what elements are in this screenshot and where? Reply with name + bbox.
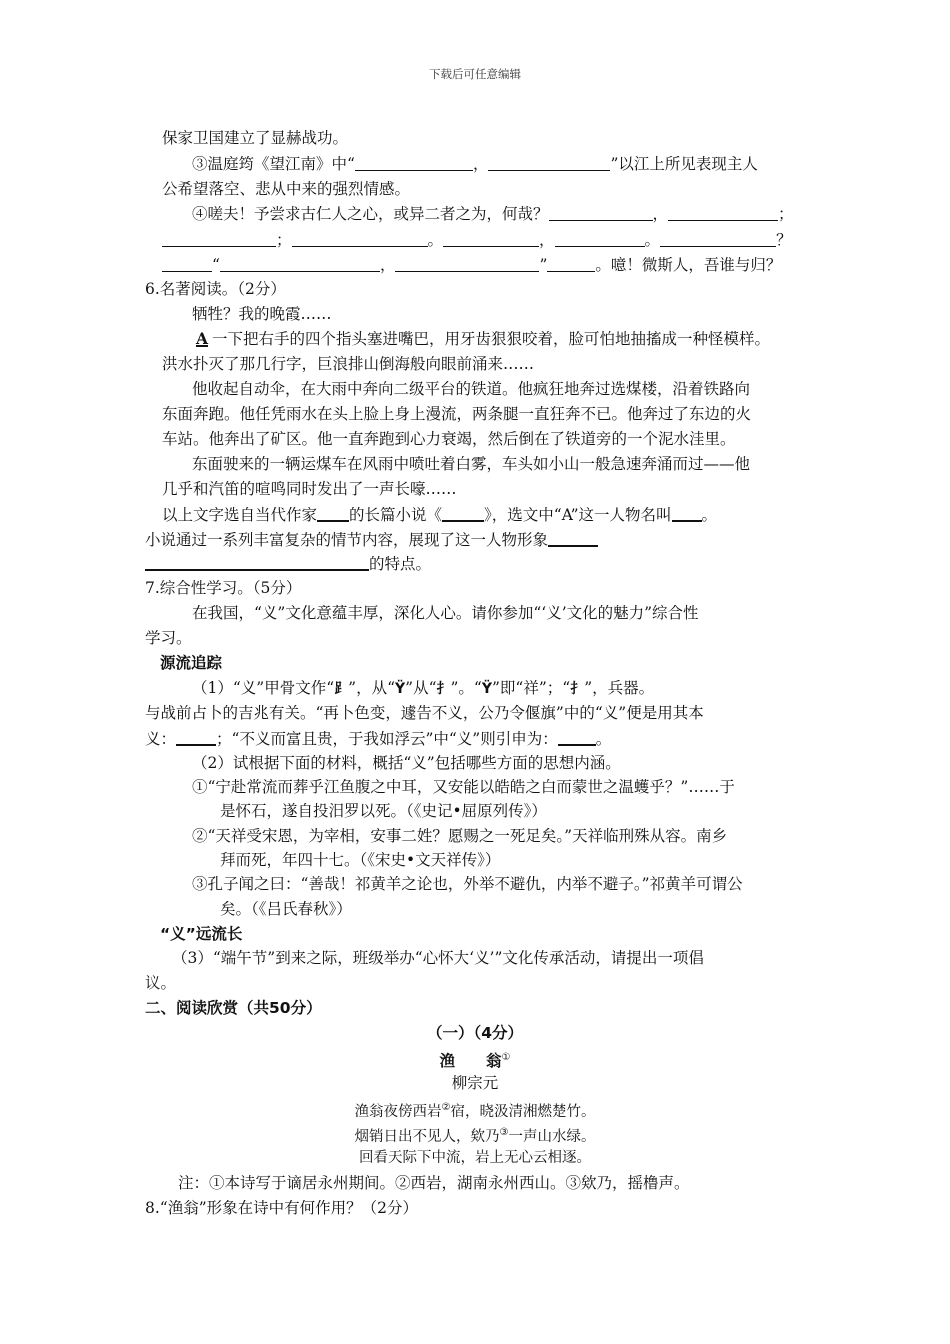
answer-blank[interactable]	[548, 529, 598, 547]
oracle-wo-glyph-icon: 扌	[436, 681, 451, 697]
section-heading: “义”远流长	[160, 925, 243, 943]
q6-question-1: 以上文字选自当代作家 的长篇小说《 》，选文中“A”这一人物名叫 。	[162, 506, 718, 524]
answer-blank[interactable]	[660, 230, 776, 247]
q7-sub-1: （1）“义”甲骨文作“⻊”，从“Ÿ”从“扌”。“Ÿ”即“祥”；“扌”，兵器。	[192, 679, 655, 697]
q7-sub-3: （3）“端午节”到来之际，班级举办“心怀大‘义’”文化传承活动，请提出一项倡	[172, 949, 704, 967]
poem-line: 回看天际下中流，岩上无心云相逐。	[359, 1150, 591, 1166]
q7-sub-3: 议。	[145, 974, 177, 992]
answer-blank[interactable]	[549, 204, 653, 221]
poem-author: 柳宗元	[451, 1074, 499, 1092]
answer-blank[interactable]	[442, 504, 484, 522]
q5-line-4: ④嗟夫！予尝求古仁人之心，或异二者之为，何哉？ ， ；	[192, 205, 794, 223]
q6-passage-line: 车站。他奔出了矿区。他一直奔跑到心力衰竭，然后倒在了铁道旁的一个泥水洼里。	[162, 430, 736, 448]
answer-blank[interactable]	[145, 553, 369, 571]
q5-line-3: 公希望落空、悲从中来的强烈情感。	[162, 180, 411, 198]
answer-blank[interactable]	[558, 728, 596, 746]
q7-sub-2: （2）试根据下面的材料，概括“义”包括哪些方面的思想内涵。	[192, 754, 621, 772]
answer-blank[interactable]	[547, 255, 595, 272]
q7-material: 是怀石，遂自投汨罗以死。（《史记•屈原列传》）	[220, 802, 547, 820]
poem-line: 渔翁夜傍西岩②宿，晓汲清湘燃楚竹。	[354, 1102, 596, 1120]
answer-blank[interactable]	[668, 204, 778, 221]
q7-material: ②“天祥受宋恩，为宰相，安事二姓？愿赐之一死足矣。”天祥临刑殊从容。南乡	[192, 827, 728, 845]
answer-blank[interactable]	[176, 728, 216, 746]
answer-blank[interactable]	[292, 230, 428, 247]
answer-blank[interactable]	[220, 255, 380, 272]
q6-question-3: 的特点。	[145, 553, 431, 574]
answer-blank[interactable]	[162, 230, 276, 247]
q5-line-6: “ ， ” 。噫！微斯人，吾谁与归？	[162, 255, 781, 275]
q7-title: 7.综合性学习。（5分）	[145, 579, 302, 597]
oracle-yi-glyph-icon: ⻊	[334, 681, 349, 697]
answer-blank[interactable]	[443, 230, 539, 247]
answer-blank[interactable]	[162, 255, 212, 272]
q5-line-5: ； 。 ， 。 ？	[162, 230, 792, 250]
q5-line-2: ③温庭筠《望江南》中“ ， ”以江上所见表现主人	[192, 155, 758, 173]
q6-title: 6.名著阅读。（2分）	[145, 280, 286, 298]
answer-blank[interactable]	[672, 504, 702, 522]
q5-line-1: 保家卫国建立了显赫战功。	[162, 129, 349, 147]
part-title: 二、阅读欣赏（共50分）	[145, 999, 322, 1017]
oracle-yang-glyph-icon: Ÿ	[481, 681, 492, 697]
q6-passage-line: 牺牲？我的晚霞……	[192, 305, 332, 323]
q7-sub-1: 义： ；“不义而富且贵，于我如浮云”中“义”则引申为： 。	[145, 730, 612, 748]
q7-intro: 学习。	[145, 629, 192, 647]
poem-line: 烟销日出不见人，欸乃③一声山水绿。	[354, 1127, 596, 1145]
q6-passage-line: 他收起自动伞，在大雨中奔向二级平台的铁道。他疯狂地奔过选煤楼，沿着铁路向	[192, 380, 751, 398]
q6-passage-line: 东面驶来的一辆运煤车在风雨中喷吐着白雾，车头如小山一般急速奔涌而过——他	[192, 455, 751, 473]
section-heading: 源流追踪	[160, 654, 223, 672]
answer-blank[interactable]	[317, 504, 349, 522]
oracle-yang-glyph-icon: Ÿ	[395, 681, 406, 697]
q7-material: ③孔子闻之曰：“善哉！祁黄羊之论也，外举不避仇，内举不避子。”祁黄羊可谓公	[192, 875, 743, 893]
q7-sub-1: 与战前占卜的吉兆有关。“再卜色变，遽告不义，公乃令偃旗”中的“义”便是用其本	[145, 704, 704, 722]
q6-passage-line: 几乎和汽笛的喧鸣同时发出了一声长嚎……	[162, 480, 457, 498]
q7-material: 矣。（《吕氏春秋》）	[220, 900, 352, 918]
answer-blank[interactable]	[488, 154, 610, 171]
oracle-wo-glyph-icon: 扌	[570, 681, 585, 697]
q7-material: ①“宁赴常流而葬乎江鱼腹之中耳，又安能以皓皓之白而蒙世之温蠖乎？”……于	[192, 778, 735, 796]
q6-passage-line: 洪水扑灭了那几行字，巨浪排山倒海般向眼前涌来……	[162, 355, 535, 373]
page-header: 下载后可任意编辑	[429, 67, 521, 81]
q6-question-2: 小说通过一系列丰富复杂的情节内容，展现了这一人物形象	[145, 529, 598, 550]
answer-blank[interactable]	[395, 255, 539, 272]
q7-intro: 在我国，“义”文化意蕴丰厚，深化人心。请你参加“‘义’文化的魅力”综合性	[192, 604, 699, 622]
q6-passage-line: 东面奔跑。他任凭雨水在头上脸上身上漫流，两条腿一直狂奔不已。他奔过了东边的火	[162, 405, 752, 423]
subsection-title: （一）（4分）	[426, 1024, 524, 1042]
question-8: 8.“渔翁”形象在诗中有何作用？（2分）	[145, 1199, 418, 1217]
answer-blank[interactable]	[555, 230, 645, 247]
q7-material: 拜而死，年四十七。（《宋史•文天祥传》）	[220, 851, 501, 869]
answer-blank[interactable]	[355, 154, 473, 171]
poem-title: 渔 翁①	[439, 1052, 511, 1070]
q6-passage-line: A 一下把右手的四个指头塞进嘴巴，用牙齿狠狠咬着，脸可怕地抽搐成一种怪模样。	[196, 329, 771, 348]
poem-notes: 注：①本诗写于谪居永州期间。②西岩，湖南永州西山。③欸乃，摇橹声。	[178, 1174, 690, 1192]
